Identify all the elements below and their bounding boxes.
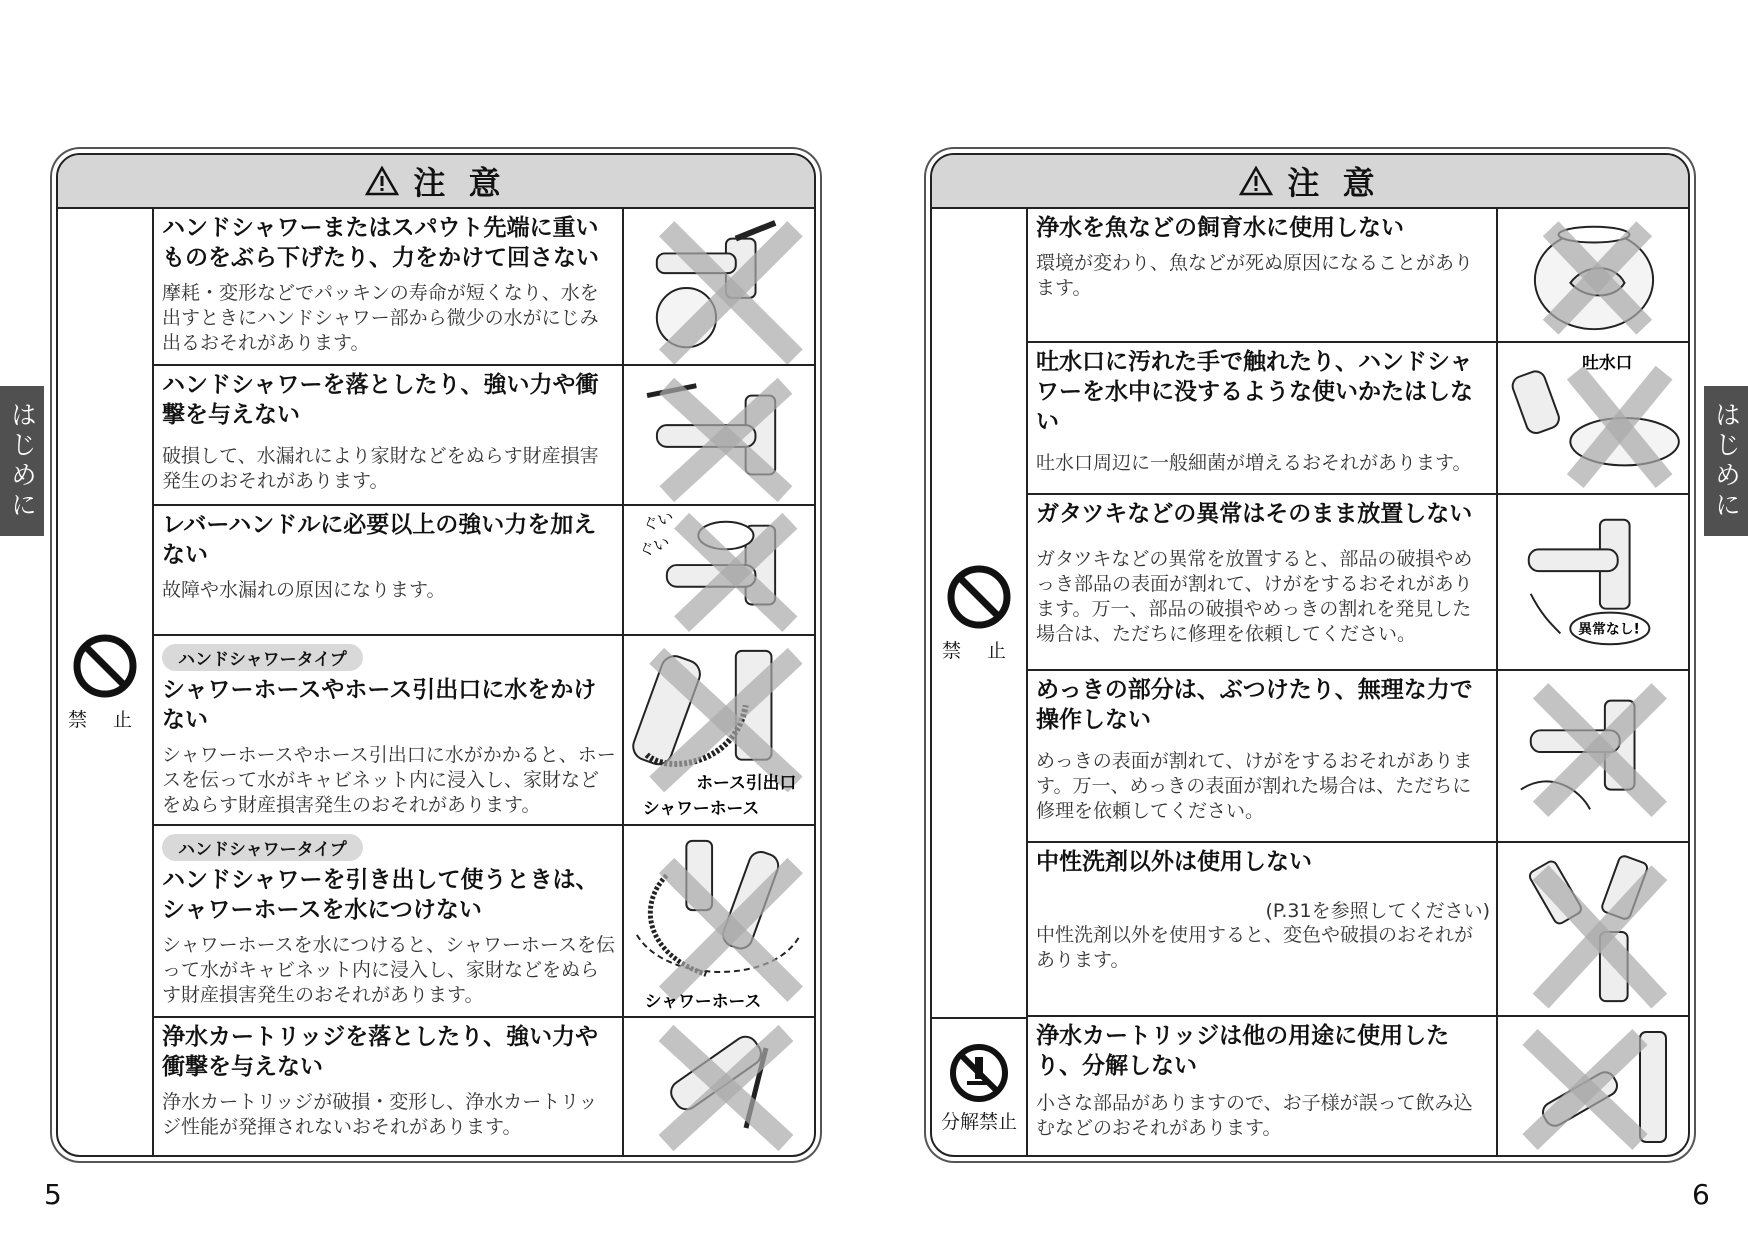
caution-item <box>1028 843 1688 1017</box>
caution-item <box>154 826 814 1018</box>
caution-item <box>1028 1017 1688 1155</box>
caution-item <box>1028 209 1688 343</box>
item-body: 中性洗剤以外を使用すると、変色や破損のおそれがあります。 <box>1036 924 1474 971</box>
prohibit-column <box>932 209 1028 1017</box>
check-faucet-illustration <box>1500 495 1688 669</box>
caution-item <box>1028 343 1688 495</box>
item-title: ハンドシャワーを引き出して使うときは、シャワーホースを水につけない <box>162 867 599 923</box>
page-number-right: 6 <box>1692 1178 1710 1211</box>
caution-panel-right <box>930 153 1690 1157</box>
right-page <box>930 153 1690 1157</box>
item-body: 故障や水漏れの原因になります。 <box>162 579 446 601</box>
item-body: 摩耗・変形などでパッキンの寿命が短くなり、水を出すときにハンドシャワー部から微少の水がにじみ出るおそれがあります。 <box>162 282 599 354</box>
dropped-shower-illustration <box>626 366 814 504</box>
item-title: レバーハンドルに必要以上の強い力を加えない <box>162 512 597 568</box>
item-body: シャワーホースを水につけると、シャワーホースを伝って水がキャビネット内に浸入し、家財などをぬらす財産損害発生のおそれがあります。 <box>162 934 615 1006</box>
page-reference: (P.31を参照してください) <box>1265 900 1490 922</box>
caution-item <box>154 1018 814 1155</box>
prohibit-label: 禁 止 <box>67 708 143 731</box>
prohibit-label: 禁 止 <box>941 639 1017 662</box>
warning-triangle-icon <box>365 166 399 196</box>
item-body: めっきの表面が割れて、けがをするおそれがあります。万一、めっきの表面が割れた場合は、ただちに修理を依頼してください。 <box>1036 750 1473 822</box>
item-title: ハンドシャワーを落としたり、強い力や衝撃を与えない <box>162 372 599 428</box>
fishbowl-illustration <box>1500 209 1688 341</box>
section-tab-right[interactable]: はじめに <box>1704 386 1748 536</box>
item-title: シャワーホースやホース引出口に水をかけない <box>162 677 597 733</box>
callout-text: ぐい <box>636 532 673 561</box>
caution-header <box>932 155 1688 209</box>
caution-item <box>154 209 814 366</box>
lever-force-illustration <box>626 506 814 634</box>
item-body: シャワーホースやホース引出口に水がかかると、ホースを伝って水がキャビネット内に浸入し、家財などをぬらす財産損害発生のおそれがあります。 <box>162 744 616 816</box>
callout-text: シャワーホース <box>642 798 760 819</box>
item-body: 浄水カートリッジが破損・変形し、浄水カートリッジ性能が発揮されないおそれがあります。 <box>162 1091 598 1138</box>
section-tab-left[interactable]: はじめに <box>0 386 44 536</box>
caution-title: 注 意 <box>413 164 507 202</box>
left-page <box>56 153 816 1157</box>
item-title: めっきの部分は、ぶつけたり、無理な力で操作しない <box>1036 677 1473 733</box>
no-disassembly-icon <box>949 1043 1009 1103</box>
item-title: ハンドシャワーまたはスパウト先端に重いものをぶら下げたり、力をかけて回さない <box>162 215 599 271</box>
disassembly-column <box>932 1017 1028 1157</box>
callout-text: ぐい <box>640 506 677 536</box>
callout-text: 吐水口 <box>1582 352 1633 373</box>
item-body: 小さな部品がありますので、お子様が誤って飲み込むなどのおそれがあります。 <box>1036 1092 1473 1139</box>
item-body: 吐水口周辺に一般細菌が増えるおそれがあります。 <box>1036 452 1472 474</box>
item-title: ガタツキなどの異常はそのまま放置しない <box>1036 501 1473 527</box>
item-body: ガタツキなどの異常を放置すると、部品の破損やめっき部品の表面が割れて、けがをするおそれがあります。万一、部品の破損やめっきの割れを発見した場合は、ただちに修理を依頼してください。 <box>1036 548 1473 645</box>
item-title: 浄水カートリッジは他の用途に使用したり、分解しない <box>1036 1023 1450 1079</box>
hose-outlet-illustration <box>626 636 814 824</box>
item-title: 浄水カートリッジを落としたり、強い力や衝撃を与えない <box>162 1024 599 1080</box>
detergent-illustration <box>1500 843 1688 1015</box>
caution-item <box>154 506 814 636</box>
item-title: 浄水を魚などの飼育水に使用しない <box>1036 215 1404 241</box>
caution-header <box>58 155 814 209</box>
callout-text: ホース引出口 <box>696 772 797 793</box>
prohibit-icon <box>946 564 1012 630</box>
caution-panel-left <box>56 153 816 1157</box>
cartridge-disassembly-illustration <box>1500 1017 1688 1155</box>
prohibit-column <box>58 209 154 1155</box>
warning-triangle-icon <box>1239 166 1273 196</box>
caution-item <box>1028 495 1688 671</box>
hose-in-water-illustration <box>626 826 814 1016</box>
item-title: 中性洗剤以外は使用しない <box>1036 849 1312 875</box>
caution-item <box>154 366 814 506</box>
cartridge-drop-illustration <box>626 1018 814 1155</box>
callout-text: 異常なし! <box>1578 621 1640 638</box>
item-body: 環境が変わり、魚などが死ぬ原因になることがあります。 <box>1036 252 1474 299</box>
faucet-weight-illustration <box>626 209 814 364</box>
caution-item <box>1028 671 1688 843</box>
type-tag: ハンドシャワータイプ <box>162 644 363 671</box>
callout-text: シャワーホース <box>644 991 762 1012</box>
page-number-left: 5 <box>44 1178 62 1211</box>
disassembly-label: 分解禁止 <box>940 1110 1017 1133</box>
item-title: 吐水口に汚れた手で触れたり、ハンドシャワーを水中に没するような使いかたはしない <box>1036 349 1473 435</box>
prohibit-icon <box>72 633 138 699</box>
caution-item <box>154 636 814 826</box>
item-body: 破損して、水漏れにより家財などをぬらす財産損害発生のおそれがあります。 <box>162 445 599 492</box>
caution-title: 注 意 <box>1287 164 1381 202</box>
type-tag: ハンドシャワータイプ <box>162 834 363 861</box>
spout-contamination-illustration <box>1500 343 1688 493</box>
plating-impact-illustration <box>1500 671 1688 841</box>
